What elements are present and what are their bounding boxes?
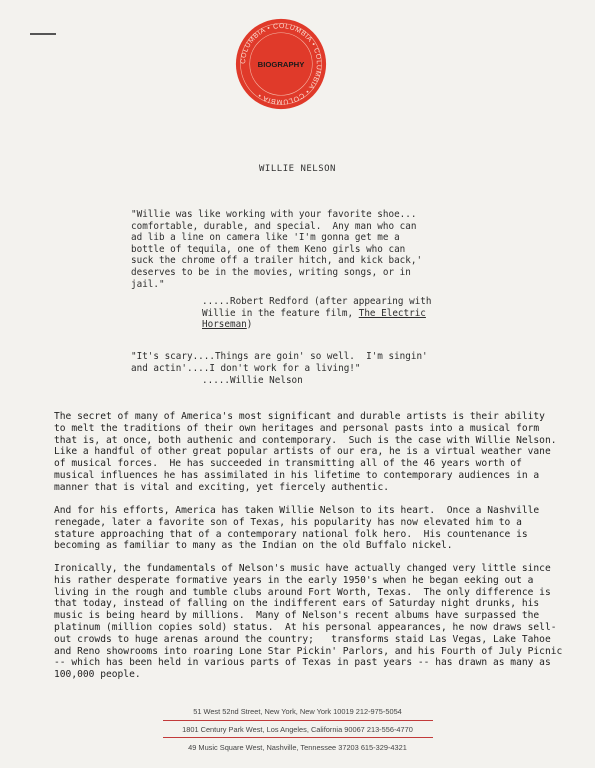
nelson-attribution: .....Willie Nelson <box>202 375 303 386</box>
attribution-text: .....Robert Redford (after appearing with Willie in the feature film, <box>202 296 432 319</box>
footer-address-nashville: 49 Music Square West, Nashville, Tennessee 37203 615-329-4321 <box>188 743 407 752</box>
body-paragraph-2: And for his efforts, America has taken Willie Nelson to its heart. Once a Nashville renegade, later a favorite son of Texas, his popularity has now elevated him to a stature approaching that of a contemporary national folk hero. His countenance is becoming as familiar to many as the Indian on the old Buffalo nickel. <box>54 505 540 552</box>
footer-divider <box>163 720 433 721</box>
film-title-line2: Horseman <box>202 319 247 331</box>
redford-quote: "Willie was like working with your favorite shoe... comfortable, durable, and special. Any man who can ad lib a line on camera like 'I'm gonna get me a bottle of tequila, one of them Keno girls who can suck the chrome off a trailer hitch, and kick back,' deserves to be in the movies, writing songs, or in jail." <box>131 209 423 290</box>
record-label-icon <box>235 18 327 110</box>
margin-mark <box>30 33 56 35</box>
film-title-line1: The Electric <box>358 307 426 319</box>
footer-divider <box>163 737 433 738</box>
nelson-quote: "It's scary....Things are goin' so well. I'm singin' and actin'....I don't work for a living!" <box>131 351 428 374</box>
document-title: WILLIE NELSON <box>259 164 336 174</box>
biography-label: BIOGRAPHY <box>257 59 305 69</box>
body-paragraph-3: Ironically, the fundamentals of Nelson's music have actually changed very little since his rather desperate formative years in the early 1950's when he began eeking out a living in the rough and tumble clubs around Fort Worth, Texas. The only difference is that today, instead of falling on the indifferent ears of Saturday night drunks, his music is being heard by millions. Many of Nelson's recent albums have surpassed the platinum (million copies sold) status. At his personal appearances, he now draws sell- out crowds to huge arenas around the country; transforms staid Las Vegas, Lake Tahoe and Reno showrooms into roaring Lone Star Pickin' Parlors, and his Fourth of July Picnic -- which has been held in various parts of Texas in past years -- has drawn as many as 100,000 people. <box>54 563 563 681</box>
footer-address-los-angeles: 1801 Century Park West, Los Angeles, California 90067 213-556-4770 <box>182 725 413 734</box>
columbia-biography-logo <box>235 18 327 110</box>
ring-text: COLUMBIA • COLUMBIA • COLUMBIA • COLUMBIA • <box>240 23 322 105</box>
footer-address-new-york: 51 West 52nd Street, New York, New York 10019 212-975-5054 <box>193 707 402 716</box>
attribution-close: ) <box>246 319 253 331</box>
body-paragraph-1: The secret of many of America's most significant and durable artists is their ability to melt the traditions of their own heritages and personal pasts into a musical form that is, at once, both authenic and contemporary. Such is the case with Willie Nelson. Like a handful of other great popular artists of our era, he is a virtual weather vane of musical forces. He has succeeded in transmitting all of the 46 years worth of musical influences he has assimilated in his lifetime to contemporary audiences in a manner that is vital and exciting, yet fiercely authentic. <box>54 411 557 493</box>
redford-attribution <box>202 296 432 331</box>
